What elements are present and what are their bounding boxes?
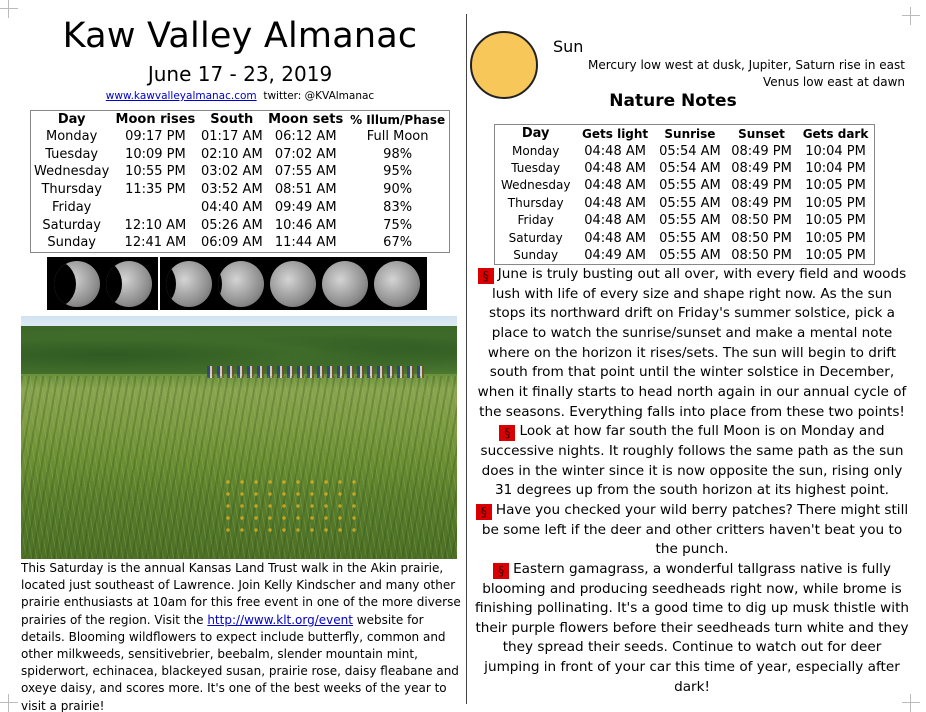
sun-table-row bbox=[495, 143, 875, 160]
sun-table-cell: 04:48 AM bbox=[584, 195, 646, 211]
nature-note: Have you checked your wild berry patches? There might still be some left if the deer and other critters haven't beat you to the punch. bbox=[481, 501, 909, 558]
moon-table-cell: 12:41 AM bbox=[124, 235, 187, 251]
sun-table-row bbox=[495, 212, 875, 229]
moon-table-row bbox=[31, 181, 450, 199]
sun-table-row bbox=[495, 195, 875, 212]
moon-table-cell: Wednesday bbox=[34, 164, 110, 180]
sun-table-cell: 08:49 PM bbox=[731, 178, 792, 194]
sun-table-cell: 05:54 AM bbox=[659, 143, 721, 159]
moon-table-cell: Tuesday bbox=[45, 146, 99, 162]
klt-event-link[interactable]: http://www.klt.org/event bbox=[207, 612, 353, 627]
sun-table-cell: 08:50 PM bbox=[731, 230, 792, 246]
moon-table-cell: Friday bbox=[51, 199, 92, 215]
sun-col-header: Day bbox=[521, 126, 550, 142]
sun-table bbox=[494, 124, 875, 265]
moon-table-cell: 07:55 AM bbox=[274, 164, 337, 180]
nature-notes-body bbox=[474, 265, 910, 697]
crop-mark-bottom-left bbox=[0, 694, 18, 712]
photo-wildflowers bbox=[221, 476, 361, 536]
sun-col-header: Gets dark bbox=[802, 126, 869, 141]
moon-table-cell: 06:12 AM bbox=[274, 129, 337, 144]
moon-table-cell: Monday bbox=[46, 129, 98, 144]
moon-table-cell: 10:09 PM bbox=[125, 146, 186, 162]
moon-table-cell: 09:17 PM bbox=[125, 129, 186, 144]
twitter-handle: twitter: @KVAlmanac bbox=[263, 90, 375, 102]
caption-text-end: website for details. Blooming wildflowers to expect include butterfly, common and other milkweeds, sensitivebrier, beebalm, slender mountain mint, spiderwort, echinacea, blackeyed susan, prairie rose, daisy fleabane and oxeye daisy, and scores more. It's one of the best weeks of the year to visit a prairie! bbox=[21, 612, 459, 712]
sun-heading: Sun bbox=[553, 37, 584, 56]
sun-table-cell: Sunday bbox=[513, 247, 559, 262]
moon-table-cell: 67% bbox=[383, 235, 413, 251]
sun-col-header: Gets light bbox=[582, 126, 649, 141]
date-range: June 17 - 23, 2019 bbox=[147, 62, 333, 86]
moon-table-cell: 05:26 AM bbox=[200, 217, 263, 233]
nature-note: Look at how far south the full Moon is on Monday and successive nights. It roughly follows the same path as the sun does in the winter since it is now opposite the sun, rising only 31 degrees up from the south horizon at its highest point. bbox=[480, 423, 904, 499]
moon-table-cell: Sunday bbox=[47, 235, 96, 251]
moon-table-row bbox=[31, 146, 450, 164]
moon-col-header: Day bbox=[57, 112, 86, 127]
moon-table-cell: 04:40 AM bbox=[200, 199, 263, 215]
sun-table-cell: 08:49 PM bbox=[731, 143, 792, 159]
website-link[interactable]: www.kawvalleyalmanac.com bbox=[105, 90, 257, 102]
sun-table-cell: 08:50 PM bbox=[731, 247, 792, 263]
sun-table-cell: Saturday bbox=[508, 230, 563, 245]
sun-table-row bbox=[495, 160, 875, 177]
sun-table-cell: Thursday bbox=[507, 195, 564, 210]
sun-table-cell: 05:55 AM bbox=[659, 178, 721, 194]
sun-table-cell: 08:49 PM bbox=[731, 195, 792, 211]
sun-table-cell: 10:05 PM bbox=[805, 230, 866, 246]
moon-phase-image bbox=[106, 261, 152, 307]
sun-table-cell: 04:48 AM bbox=[584, 160, 646, 176]
sun-col-header: Sunrise bbox=[664, 126, 716, 141]
sun-table-header bbox=[495, 125, 875, 143]
nature-note: Eastern gamagrass, a wonderful tallgrass native is fully blooming and producing seedheads right now, while brome is finishing pollinating. It's a good time to dig up musk thistle with their purple flowers before their seedheads turn white and they they spread their seeds. Continue to watch out for deer jumping in front of your car this time of year, especially after dark! bbox=[474, 560, 910, 695]
moon-table-row bbox=[31, 217, 450, 235]
sun-table-cell: 04:48 AM bbox=[584, 230, 646, 246]
sun-table-cell: 04:48 AM bbox=[584, 143, 646, 159]
moon-table-cell: 02:10 AM bbox=[200, 146, 263, 162]
sun-table-cell: 10:05 PM bbox=[805, 247, 866, 263]
moon-phase-strip bbox=[47, 257, 427, 310]
moon-col-header: Moon sets bbox=[268, 112, 344, 127]
nature-note: June is truly busting out all over, with every field and woods lush with life of every size and shape right now. As the sun stops its northward drift on Friday's summer solstice, pick a place to watch the sunrise/sunset and make a mental note where on the horizon it rises/sets. The sun will begin to drift south from that point until the winter solstice in December, when it finally starts to head north again in our annual cycle of the seasons. Everything falls into place from these two points! bbox=[477, 266, 907, 420]
moon-table-cell: 10:55 PM bbox=[125, 164, 186, 180]
sun-table-cell: 10:05 PM bbox=[805, 178, 866, 194]
moon-phase-image bbox=[270, 261, 316, 307]
caption-text: This Saturday is the annual Kansas Land Trust walk in the Akin prairie, located just southeast of Lawrence. Join Kelly Kindscher and many other prairie enthusiasts at 10am for this free event in one of the more diverse prairies of the region. Visit the bbox=[21, 561, 461, 627]
section-mark-icon: § bbox=[476, 504, 492, 520]
sun-table-cell: 05:54 AM bbox=[659, 160, 721, 176]
moon-col-header: South bbox=[210, 112, 254, 127]
sun-table-cell: Monday bbox=[512, 143, 560, 158]
moon-table-cell: 98% bbox=[383, 146, 413, 162]
planets-line: Venus low east at dawn bbox=[762, 75, 905, 89]
moon-table-cell: Saturday bbox=[42, 217, 101, 233]
moon-table-cell bbox=[112, 199, 198, 217]
prairie-walk-caption bbox=[21, 560, 461, 712]
sun-table-row bbox=[495, 177, 875, 194]
sun-table-cell: 10:04 PM bbox=[805, 160, 866, 176]
moon-table-cell: 75% bbox=[383, 217, 413, 233]
moon-phase-image bbox=[218, 261, 264, 307]
moon-table-cell: 06:09 AM bbox=[200, 235, 263, 251]
moon-table-cell: 01:17 AM bbox=[200, 129, 263, 144]
moon-table-row bbox=[31, 128, 450, 146]
moon-table-cell: 11:44 AM bbox=[274, 235, 337, 251]
sun-table-cell: 05:55 AM bbox=[659, 213, 721, 229]
moon-table-cell: 03:52 AM bbox=[200, 182, 263, 198]
sun-table-cell: 10:05 PM bbox=[805, 195, 866, 211]
sun-table-cell: 04:49 AM bbox=[584, 247, 646, 263]
section-mark-icon: § bbox=[493, 563, 509, 579]
sun-table-cell: 04:48 AM bbox=[584, 213, 646, 229]
sun-table-cell: Wednesday bbox=[500, 178, 571, 193]
prairie-photo bbox=[21, 316, 457, 559]
moon-table-cell: 03:02 AM bbox=[200, 164, 263, 180]
sun-table-cell: 10:05 PM bbox=[805, 213, 866, 229]
moon-table bbox=[30, 110, 450, 253]
moon-table-header bbox=[31, 111, 450, 129]
moon-table-cell: 07:02 AM bbox=[274, 146, 337, 162]
sun-table-cell: 04:48 AM bbox=[584, 178, 646, 194]
column-divider bbox=[466, 14, 467, 704]
page-title: Kaw Valley Almanac bbox=[62, 16, 418, 56]
sun-table-cell: Friday bbox=[517, 213, 554, 228]
sun-table-cell: 08:49 PM bbox=[731, 160, 792, 176]
moon-table-row bbox=[31, 234, 450, 252]
sun-table-cell: 08:50 PM bbox=[731, 213, 792, 229]
moon-table-cell: 11:35 PM bbox=[125, 182, 186, 198]
moon-phase-image bbox=[322, 261, 368, 307]
moon-table-cell: Full Moon bbox=[366, 129, 429, 144]
moon-table-cell: 12:10 AM bbox=[124, 217, 187, 233]
moon-phase-image bbox=[374, 261, 420, 307]
sun-table-cell: 10:04 PM bbox=[805, 143, 866, 159]
moon-table-cell: 10:46 AM bbox=[274, 217, 337, 233]
moon-table-row bbox=[31, 199, 450, 217]
planet-visibility bbox=[480, 57, 905, 91]
sun-col-header: Sunset bbox=[738, 126, 785, 141]
moon-table-cell: 90% bbox=[383, 182, 413, 198]
moon-table-cell: 95% bbox=[383, 164, 413, 180]
moon-table-cell: 83% bbox=[383, 199, 413, 215]
sun-table-cell: 05:55 AM bbox=[659, 195, 721, 211]
moon-col-header: Moon rises bbox=[115, 112, 196, 127]
sun-table-row bbox=[495, 247, 875, 265]
section-mark-icon: § bbox=[499, 425, 515, 441]
crop-mark-top-right bbox=[902, 7, 920, 25]
sun-table-cell: Tuesday bbox=[511, 160, 561, 175]
nature-notes-heading: Nature Notes bbox=[609, 91, 737, 111]
moon-table-row bbox=[31, 163, 450, 181]
planets-line: Mercury low west at dusk, Jupiter, Saturn rise in east bbox=[588, 58, 905, 72]
moon-table-cell: 09:49 AM bbox=[274, 199, 337, 215]
crop-mark-top-left bbox=[0, 0, 18, 18]
moon-table-cell: Thursday bbox=[41, 182, 102, 198]
sun-table-row bbox=[495, 230, 875, 247]
section-mark-icon: § bbox=[478, 268, 494, 284]
sun-table-cell: 05:55 AM bbox=[659, 230, 721, 246]
sun-table-cell: 05:55 AM bbox=[659, 247, 721, 263]
phase-separator bbox=[158, 257, 160, 310]
moon-phase-image bbox=[166, 261, 212, 307]
moon-phase-image bbox=[54, 261, 100, 307]
moon-table-cell: 08:51 AM bbox=[274, 182, 337, 198]
header-links bbox=[20, 90, 460, 102]
moon-col-header: % Illum/Phase bbox=[350, 112, 446, 127]
